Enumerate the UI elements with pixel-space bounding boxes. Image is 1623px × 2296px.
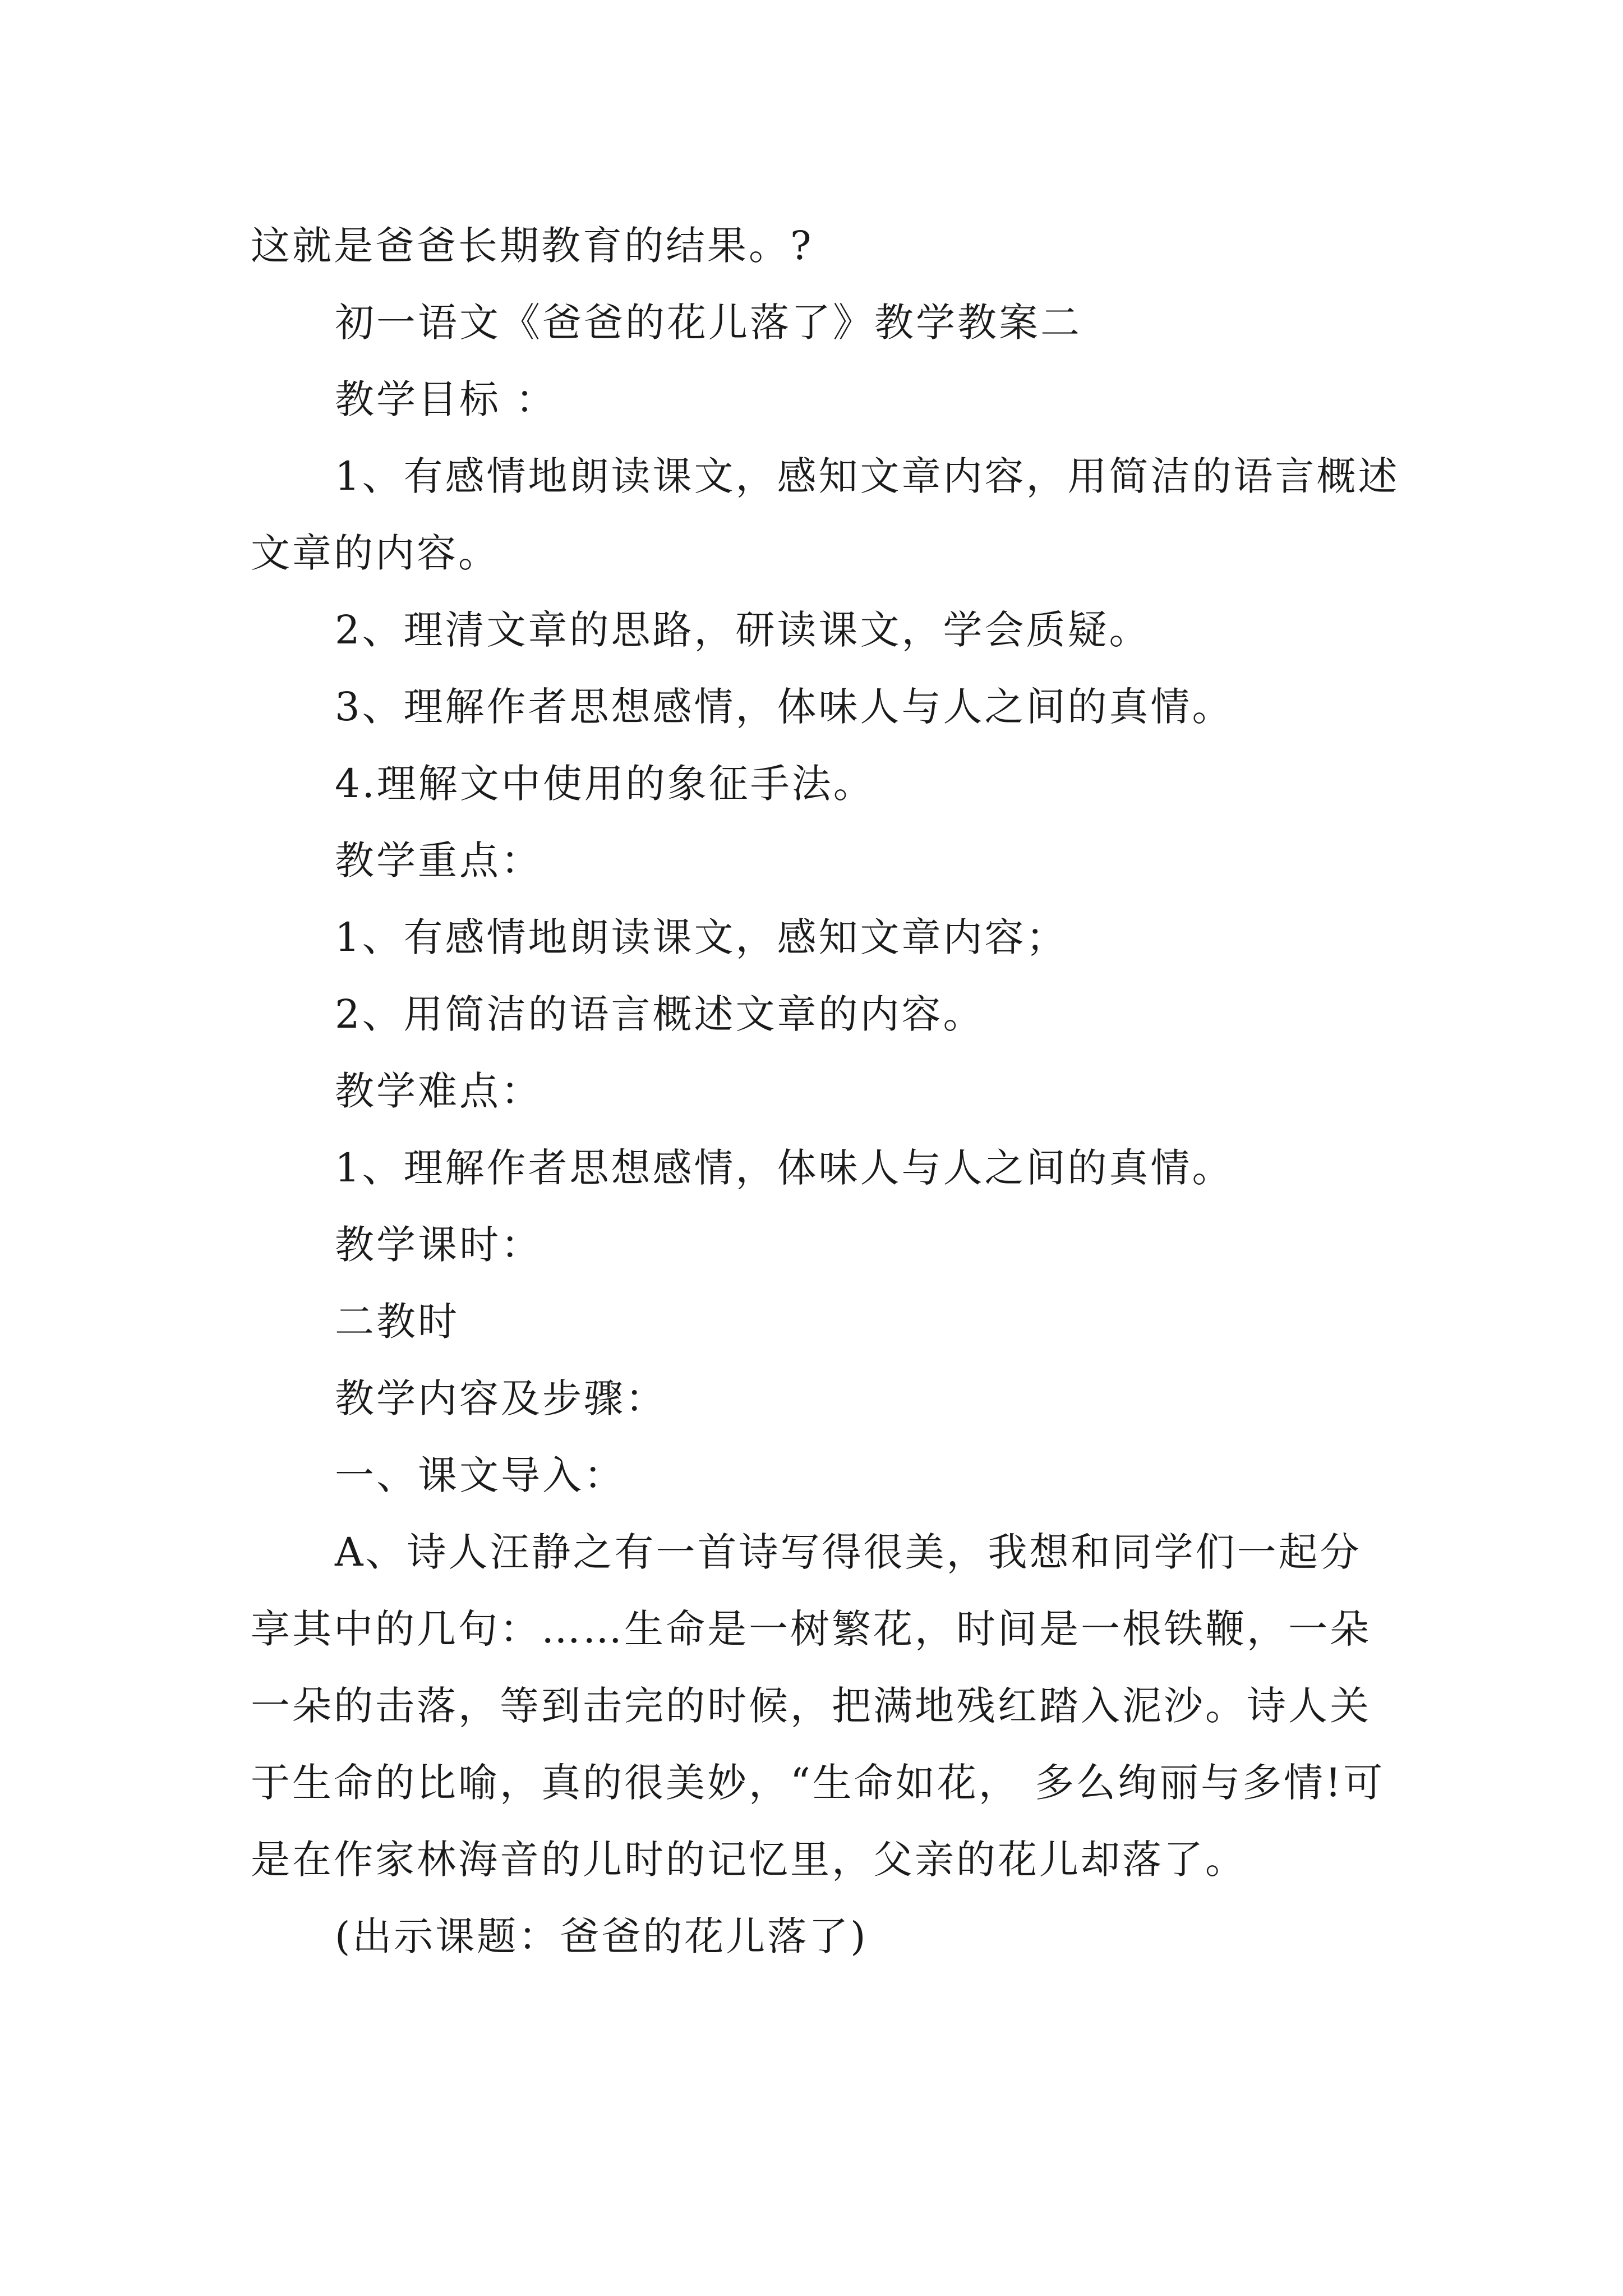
- heading-class-hours: 教学课时：: [335, 1222, 542, 1268]
- heading-key-points: 教学重点：: [335, 838, 542, 884]
- goal-item-2: 2、理清文章的思路，研读课文，学会质疑。: [335, 607, 1151, 653]
- heading-content-steps: 教学内容及步骤：: [335, 1375, 667, 1421]
- key-point-item-1: 1、有感情地朗读课文，感知文章内容；: [335, 914, 1068, 960]
- class-hours-value: 二教时: [335, 1299, 459, 1345]
- step-heading-intro: 一、课文导入：: [335, 1452, 625, 1498]
- paragraph-previous-ending: 这就是爸爸长期教育的结果。?: [251, 223, 814, 269]
- heading-difficulties: 教学难点：: [335, 1068, 542, 1114]
- difficulty-item-1: 1、理解作者思想感情，体味人与人之间的真情。: [335, 1145, 1234, 1191]
- lesson-title-note: (出示课题：爸爸的花儿落了): [335, 1913, 868, 1959]
- heading-teaching-goals: 教学目标 ：: [335, 376, 557, 422]
- document-body: [251, 208, 1400, 1975]
- intro-paragraph: A、诗人汪静之有一首诗写得很美，我想和同学们一起分享其中的几句：……生命是一树繁花，时间是一根铁鞭，一朵一朵的击落，等到击完的时候，把满地残红踏入泥沙。诗人关于生命的比喻，真的很美妙，“生命如花， 多么绚丽与多情!可是在作家林海音的儿时的记忆里，父亲的花儿却落了。: [251, 1529, 1385, 1883]
- goal-item-1: 1、有感情地朗读课文，感知文章内容，用简洁的语言概述文章的内容。: [251, 453, 1400, 576]
- section-title: 初一语文《爸爸的花儿落了》教学教案二: [335, 300, 1082, 346]
- key-point-item-2: 2、用简洁的语言概述文章的内容。: [335, 991, 985, 1037]
- goal-item-4: 4.理解文中使用的象征手法。: [335, 761, 875, 807]
- goal-item-3: 3、理解作者思想感情，体味人与人之间的真情。: [335, 684, 1234, 730]
